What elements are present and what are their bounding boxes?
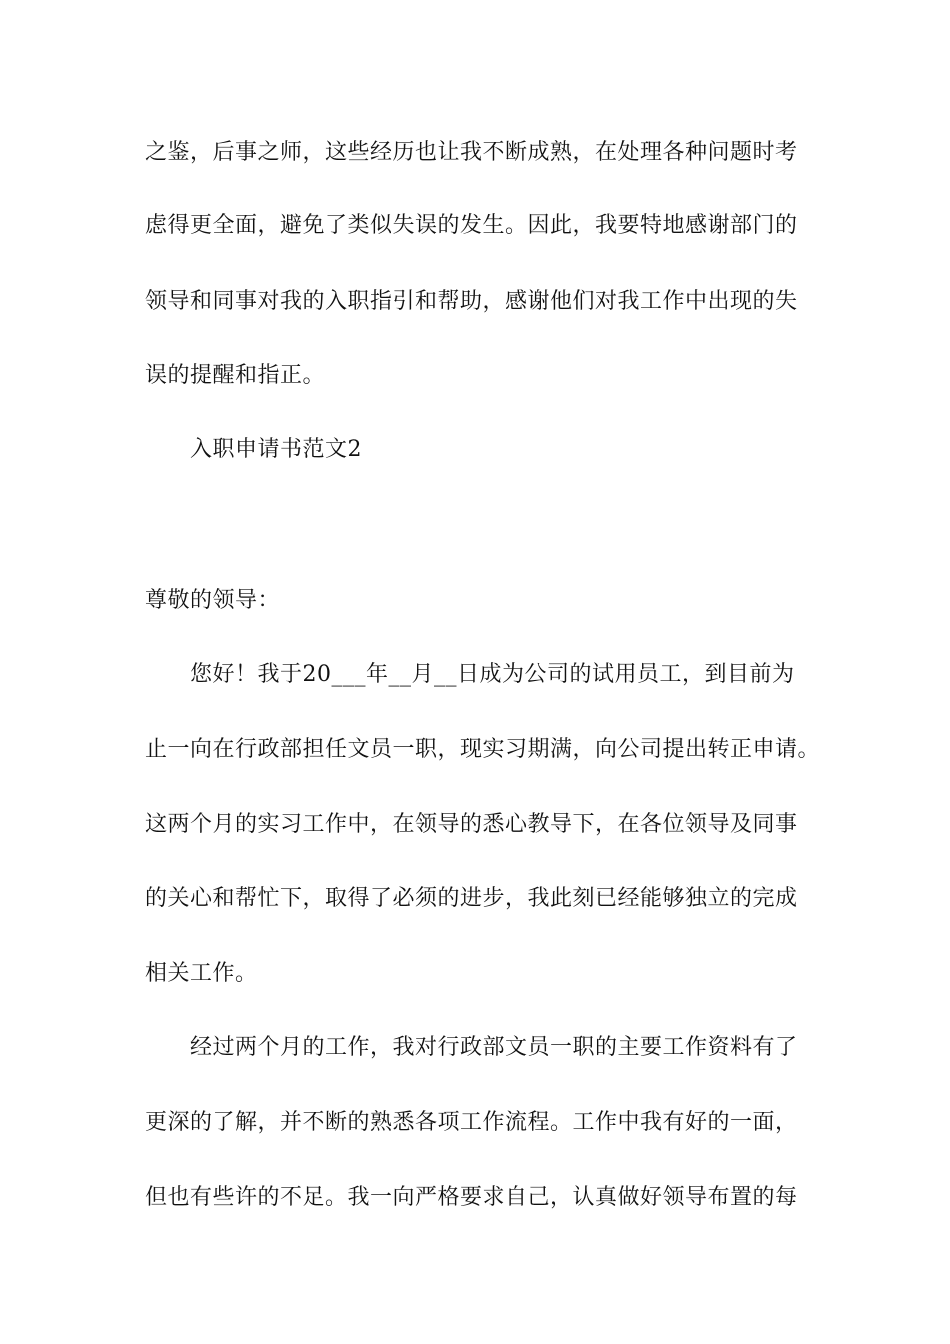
paragraph-line: 领导和同事对我的入职指引和帮助，感谢他们对我工作中出现的失 bbox=[145, 289, 798, 314]
paragraph-line: 误的提醒和指正。 bbox=[145, 363, 326, 388]
paragraph-line: 经过两个月的工作，我对行政部文员一职的主要工作资料有了 bbox=[190, 1035, 798, 1060]
paragraph-line: 您好！我于20___年__月__日成为公司的试用员工，到目前为 bbox=[190, 662, 795, 687]
paragraph-line: 更深的了解，并不断的熟悉各项工作流程。工作中我有好的一面， bbox=[145, 1110, 798, 1135]
paragraph-line: 止一向在行政部担任文员一职，现实习期满，向公司提出转正申请。 bbox=[145, 737, 821, 762]
paragraph-line: 但也有些许的不足。我一向严格要求自己，认真做好领导布置的每 bbox=[145, 1185, 798, 1210]
salutation: 尊敬的领导： bbox=[145, 588, 281, 613]
paragraph-line: 相关工作。 bbox=[145, 961, 258, 986]
paragraph-line: 的关心和帮忙下，取得了必须的进步，我此刻已经能够独立的完成 bbox=[145, 886, 798, 911]
paragraph-line: 虑得更全面，避免了类似失误的发生。因此，我要特地感谢部门的 bbox=[145, 213, 798, 238]
paragraph-line: 之鉴，后事之师，这些经历也让我不断成熟，在处理各种问题时考 bbox=[145, 140, 798, 165]
paragraph-line: 这两个月的实习工作中，在领导的悉心教导下，在各位领导及同事 bbox=[145, 812, 798, 837]
section-title: 入职申请书范文2 bbox=[190, 437, 362, 462]
